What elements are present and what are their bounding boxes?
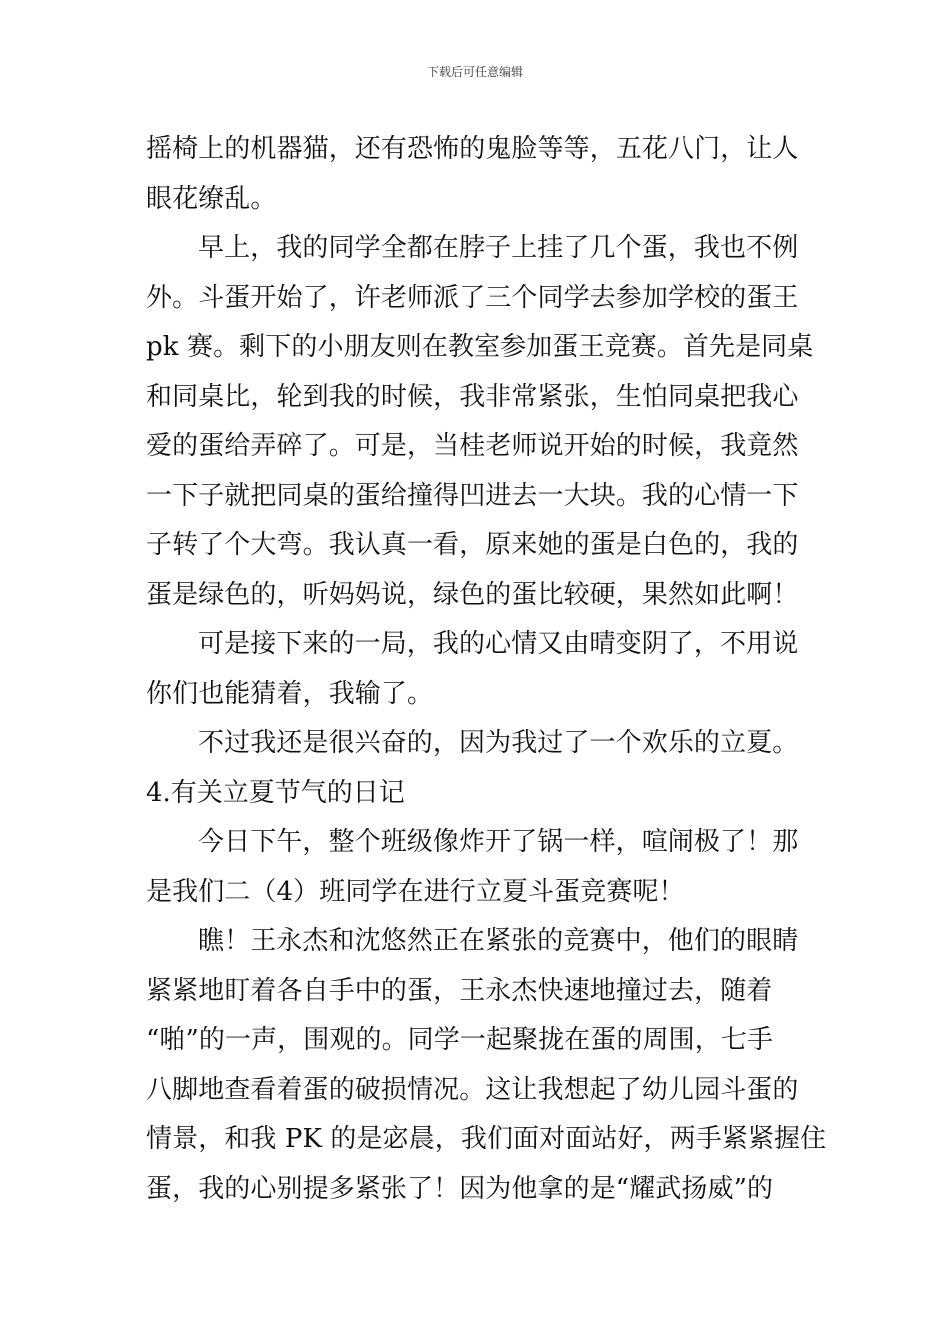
paragraph-start-line: 今日下午，整个班级像炸开了锅一样，喧闹极了！那 [198, 827, 799, 857]
document-body [146, 125, 827, 1214]
paragraph-start-line: 可是接下来的一局，我的心情又由晴变阴了，不用说 [198, 629, 799, 659]
text-line: “啪”的一声，围观的。同学一起聚拢在蛋的周围，七手 [146, 1025, 774, 1055]
paragraph-start-line: 早上，我的同学全都在脖子上挂了几个蛋，我也不例 [198, 233, 799, 263]
text-line: 蛋是绿色的，听妈妈说，绿色的蛋比较硬，果然如此啊！ [146, 579, 799, 610]
paragraph-start-line: 不过我还是很兴奋的，因为我过了一个欢乐的立夏。 [198, 728, 799, 758]
text-line: pk 赛。剩下的小朋友则在教室参加蛋王竞赛。首先是同桌 [146, 332, 814, 362]
text-line: 是我们二（4）班同学在进行立夏斗蛋竞赛呢！ [146, 876, 685, 907]
page-header: 下载后可任意编辑 [426, 65, 523, 79]
text-line: 摇椅上的机器猫，还有恐怖的鬼脸等等，五花八门，让人 [146, 134, 799, 164]
text-line: 子转了个大弯。我认真一看，原来她的蛋是白色的，我的 [146, 530, 799, 560]
text-line: 和同桌比，轮到我的时候，我非常紧张，生怕同桌把我心 [146, 381, 799, 412]
paragraph-start-line: 瞧！王永杰和沈悠然正在紧张的竞赛中，他们的眼睛 [198, 926, 799, 956]
section-heading: 4.有关立夏节气的日记 [146, 777, 405, 808]
text-line: 蛋，我的心别提多紧张了！因为他拿的是“耀武扬威”的 [146, 1173, 774, 1204]
text-line: 紧紧地盯着各自手中的蛋，王永杰快速地撞过去，随着 [146, 975, 773, 1006]
text-line: 你们也能猜着，我输了。 [146, 678, 434, 709]
text-line: 爱的蛋给弄碎了。可是，当桂老师说开始的时候，我竟然 [146, 431, 799, 461]
text-line: 一下子就把同桌的蛋给撞得凹进去一大块。我的心情一下 [146, 480, 799, 511]
text-line: 情景，和我 PK 的是宓晨，我们面对面站好，两手紧紧握住 [146, 1124, 827, 1154]
text-line: 外。斗蛋开始了，许老师派了三个同学去参加学校的蛋王 [146, 282, 799, 313]
text-line: 八脚地查看着蛋的破损情况。这让我想起了幼儿园斗蛋的 [146, 1074, 799, 1105]
text-line: 眼花缭乱。 [146, 183, 277, 214]
